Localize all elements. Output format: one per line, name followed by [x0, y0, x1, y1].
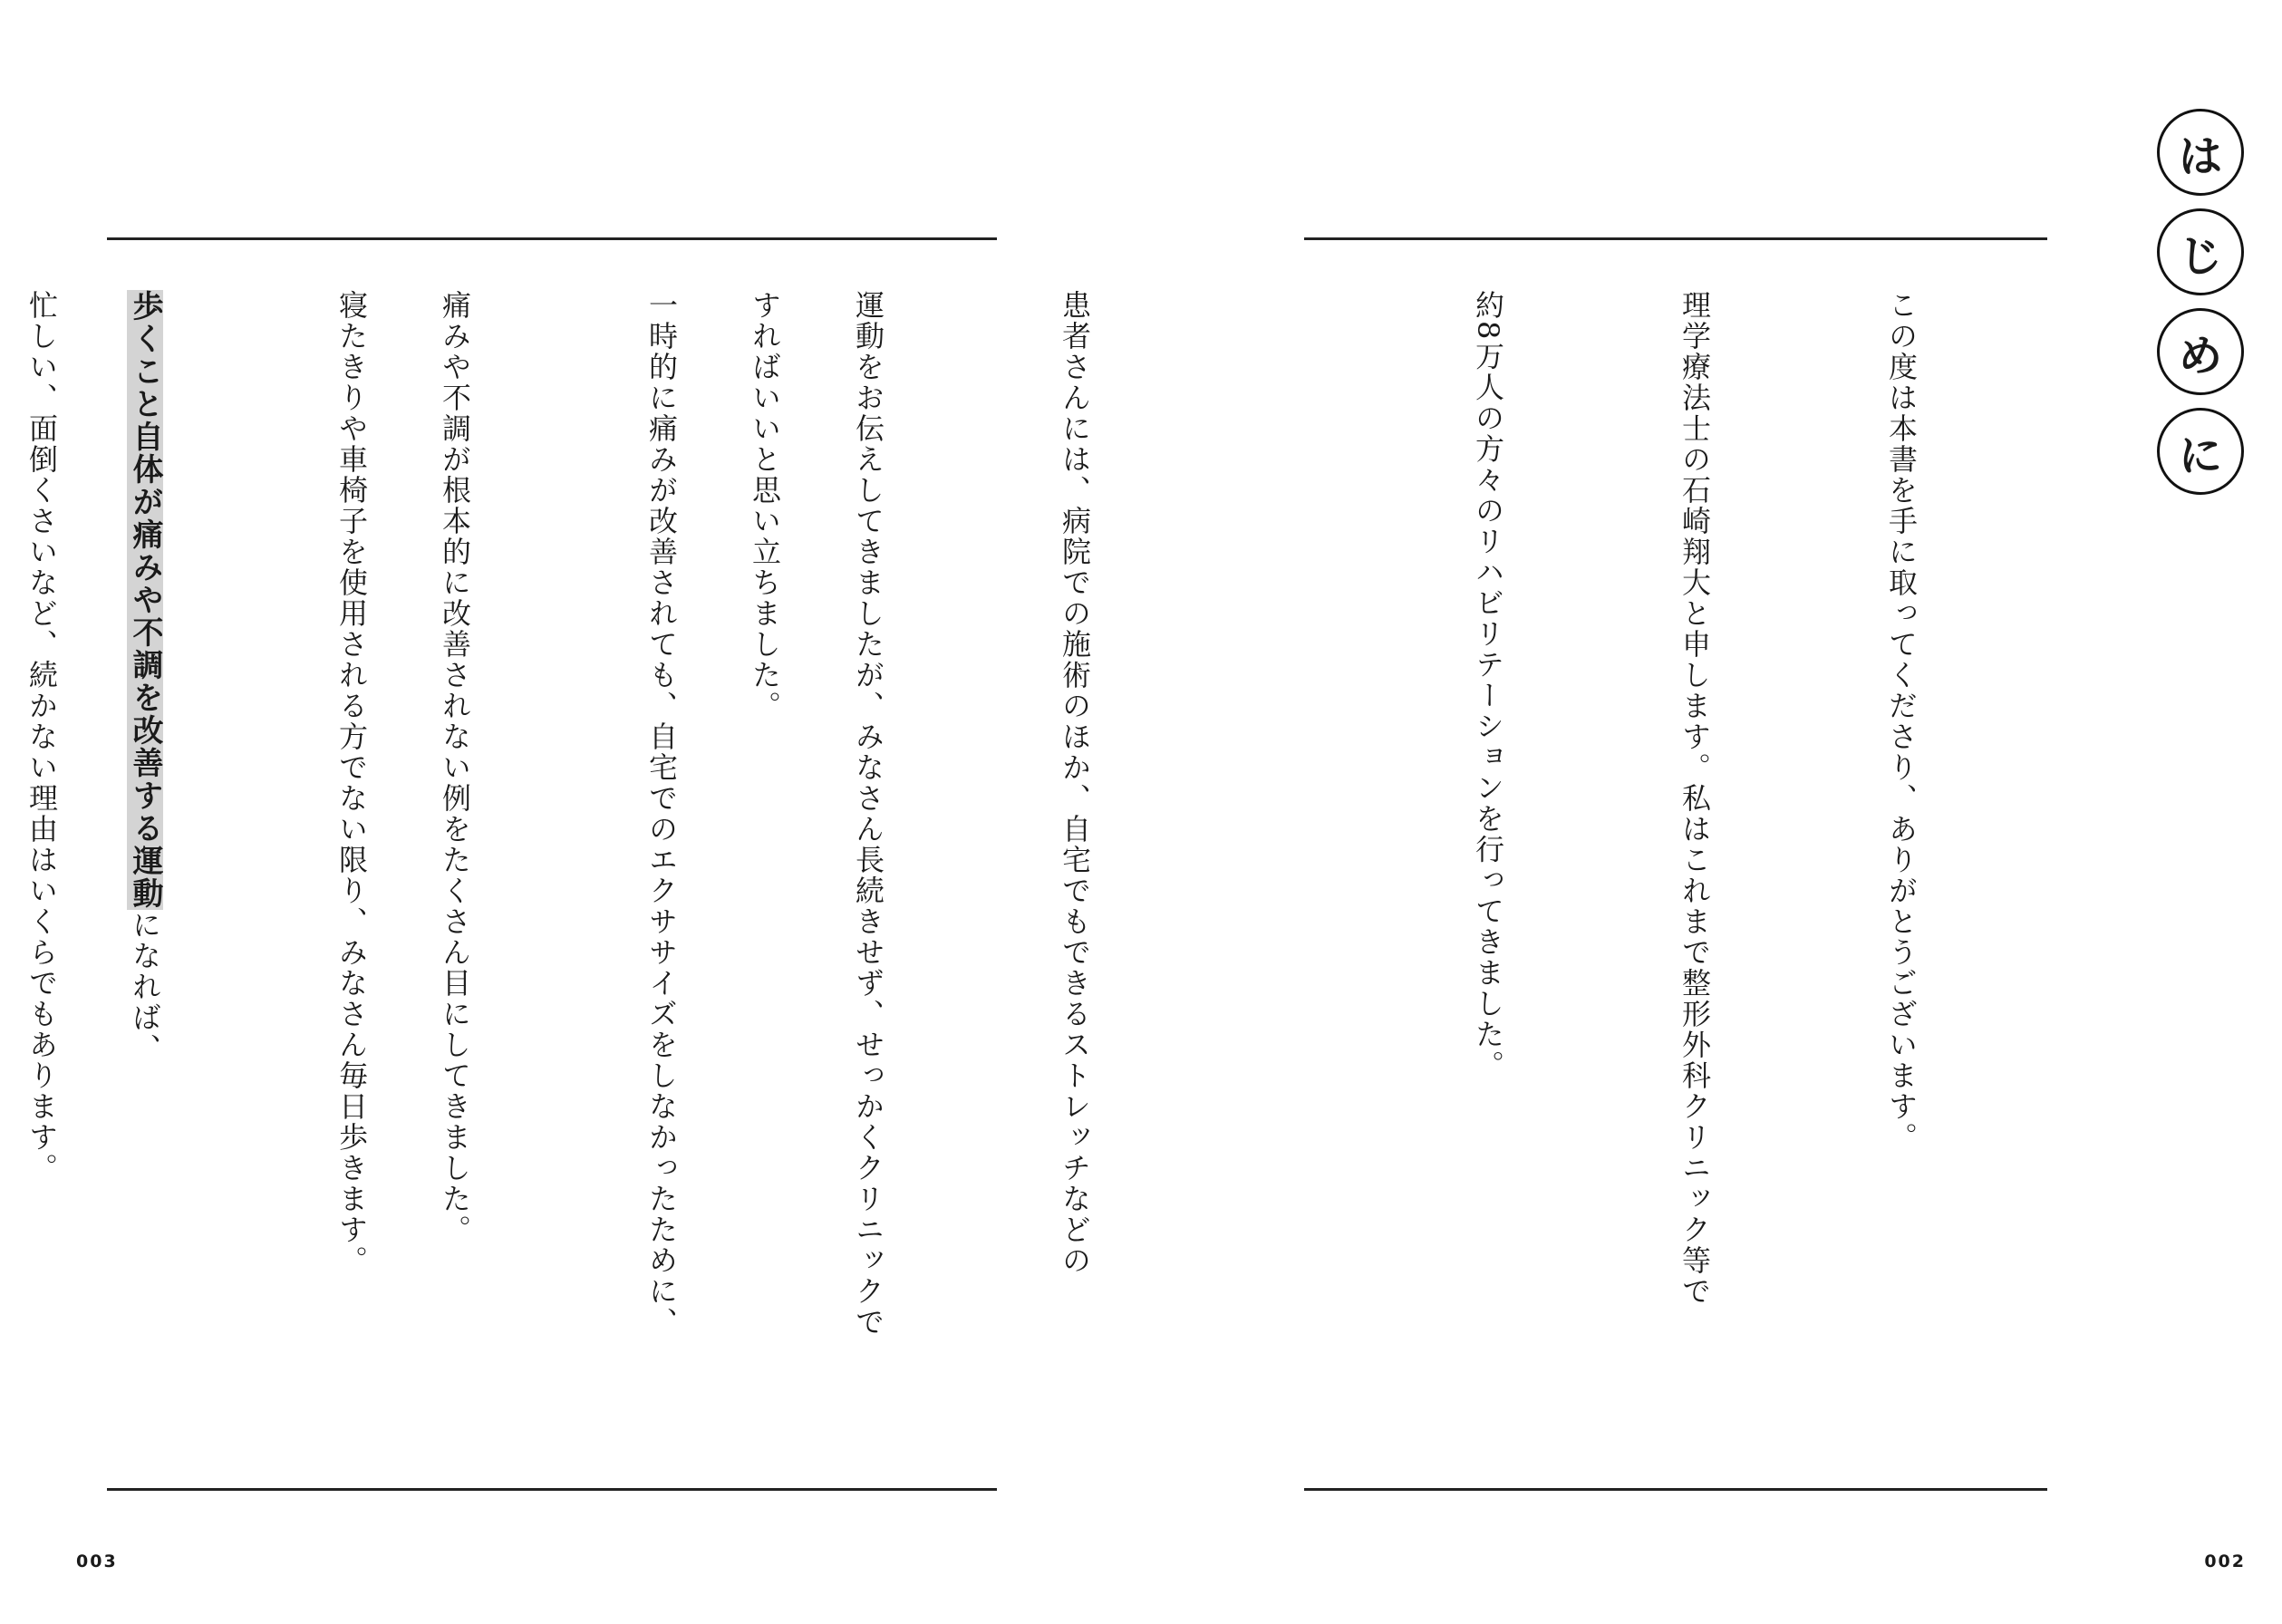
left-col-3: 寝たきりや車椅子を使用される方でない限り、みなさん毎日歩きます。: [334, 290, 369, 1276]
right-col-2: 理学療法士の石崎翔大と申します。私はこれまで整形外科クリニック等で: [1678, 290, 1712, 1307]
right-col-6: 運動をお伝えしてきましたが、みなさん長続きせず、せっかくクリニックで: [851, 290, 885, 1338]
right-col-3: 約8万人の方々のリハビリテーションを行ってきました。: [1471, 290, 1505, 1081]
chapter-title: [2157, 109, 2244, 495]
right-col-7: 一時的に痛みが改善されても、自宅でのエクササイズをしなかったために、: [644, 290, 679, 1338]
highlight-walking-exercise: 歩くこと自体が痛みや不調を改善する運動: [127, 290, 163, 910]
title-char-circle: め: [2157, 308, 2244, 395]
top-rule: [1304, 237, 2047, 240]
right-paragraph-gap: [1247, 290, 1316, 1378]
title-char-circle: じ: [2157, 208, 2244, 295]
top-rule: [107, 237, 997, 240]
bottom-rule: [1304, 1488, 2047, 1491]
page-number-left: 003: [76, 1552, 118, 1571]
title-char-circle: に: [2157, 408, 2244, 495]
page-number-right: 002: [2204, 1552, 2246, 1571]
right-col-5: 患者さんには、病院での施術のほか、自宅でもできるストレッチなどの: [1058, 290, 1092, 1276]
right-paragraph-gap: [214, 290, 283, 1378]
left-col-4-after: になれば、: [128, 910, 162, 1064]
left-col-1: すればいいと思い立ちました。: [748, 290, 782, 721]
title-char-circle: は: [2157, 109, 2244, 196]
right-col-8: 痛みや不調が根本的に改善されない例をたくさん目にしてきました。: [438, 290, 472, 1245]
bottom-rule: [107, 1488, 997, 1491]
right-col-1: この度は本書を手に取ってくださり、ありがとうございます。: [1884, 290, 1919, 1153]
right-col-10: 忙しい、面倒くさいなど、続かない理由はいくらでもあります。: [24, 290, 59, 1184]
